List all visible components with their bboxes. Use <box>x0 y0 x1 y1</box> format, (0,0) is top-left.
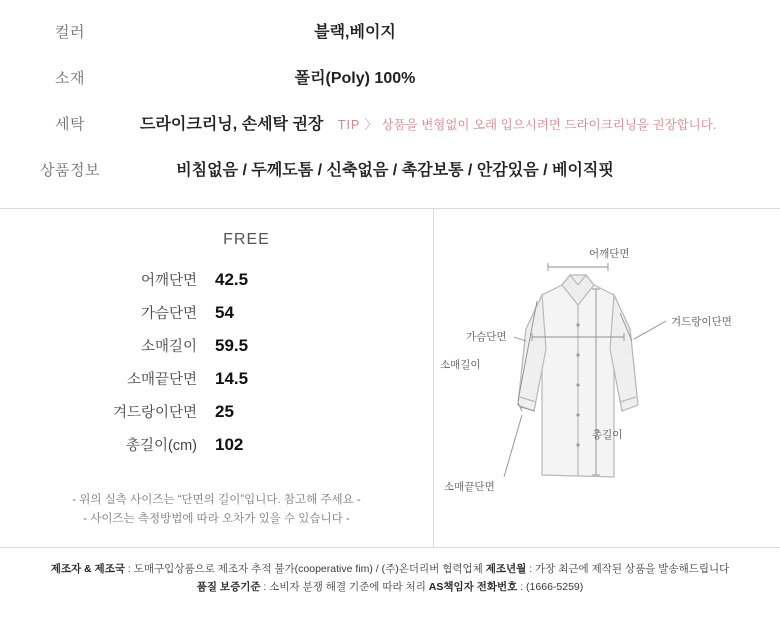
size-value-shoulder: 42.5 <box>215 269 249 289</box>
diagram-label-cuff: 소매끝단면 <box>444 481 495 493</box>
diagram-label-sleeve: 소매길이 <box>440 359 481 371</box>
tip-marker: TIP 〉 <box>337 118 379 132</box>
size-name-cuff: 소매끝단면 <box>126 372 197 388</box>
size-name-shoulder: 어깨단면 <box>140 273 197 289</box>
footer-key-manufacture-date: 제조년월 <box>485 563 527 575</box>
spec-label-material: 소재 <box>55 70 85 87</box>
size-name-armhole: 겨드랑이단면 <box>112 405 197 421</box>
tip-text: 상품을 변형없이 오래 입으시려면 드라이크리닝을 권장합니다. <box>381 118 717 132</box>
diagram-label-chest: 가슴단면 <box>466 331 507 343</box>
size-row-sleeve <box>0 329 433 362</box>
spec-row-product-info <box>0 156 780 202</box>
size-notes <box>0 491 433 529</box>
spec-row-color <box>0 18 780 64</box>
footer-value-manufacture-date: : 가장 최근에 제작된 상품을 발송해드립니다 <box>529 563 730 575</box>
size-name-chest: 가슴단면 <box>140 306 197 322</box>
spec-value-material: 폴리(Poly) 100% <box>294 70 416 87</box>
size-value-chest: 54 <box>215 302 234 322</box>
diagram-label-total-length: 총길이 <box>592 429 623 441</box>
size-name-sleeve: 소매길이 <box>140 339 197 355</box>
footer-key-warranty: 품질 보증기준 <box>196 581 261 593</box>
spec-row-material <box>0 64 780 110</box>
diagram-label-armhole: 겨드랑이단면 <box>671 316 732 328</box>
size-diagram-panel <box>434 209 780 547</box>
size-row-armhole <box>0 395 433 428</box>
size-note-2: - 사이즈는 측정방법에 따라 오차가 있을 수 있습니다 - <box>83 513 350 525</box>
manufacturer-footer <box>0 548 780 606</box>
washing-tip <box>338 115 716 133</box>
spec-label-washing: 세탁 <box>55 116 85 133</box>
footer-value-manufacturer: : 도매구입상품으로 제조자 추적 불가(cooperative fim) / (주)온더리버 협력업체 <box>127 563 483 575</box>
size-row-shoulder <box>0 263 433 296</box>
size-value-sleeve: 59.5 <box>215 335 249 355</box>
diagram-label-shoulder: 어깨단면 <box>589 248 630 260</box>
size-value-total-length: 102 <box>215 434 244 454</box>
size-row-cuff <box>0 362 433 395</box>
footer-value-as-contact: : (1666-5259) <box>520 581 584 593</box>
washing-text: 드라이크리닝, 손세탁 권장 <box>140 116 324 133</box>
size-column-header: FREE <box>223 231 270 248</box>
footer-value-warranty: : 소비자 분쟁 해결 기준에 따라 처리 <box>263 581 426 593</box>
footer-key-as-contact: AS책임자 전화번호 <box>428 581 518 593</box>
footer-line-2 <box>8 578 772 596</box>
spec-row-washing <box>0 110 780 156</box>
size-row-chest <box>0 296 433 329</box>
spec-table <box>0 0 780 208</box>
spec-value-washing <box>140 111 780 134</box>
size-note-1: - 위의 실측 사이즈는 “단면의 길이”입니다. 참고해 주세요 - <box>72 494 361 506</box>
size-value-cuff: 14.5 <box>215 368 249 388</box>
size-name-total-length: 총길이(cm) <box>125 438 197 454</box>
spec-value-product-info: 비침없음 / 두께도톰 / 신축없음 / 촉감보통 / 안감있음 / 베이직핏 <box>176 162 614 179</box>
footer-key-manufacturer: 제조자 & 제조국 <box>50 563 125 575</box>
size-table <box>0 209 434 547</box>
size-row-total-length <box>0 428 433 461</box>
spec-label-color: 컬러 <box>55 24 85 41</box>
spec-value-color: 블랙,베이지 <box>314 24 396 41</box>
size-section <box>0 208 780 548</box>
size-value-armhole: 25 <box>215 401 234 421</box>
spec-label-product-info: 상품정보 <box>40 162 100 179</box>
footer-line-1 <box>8 560 772 578</box>
